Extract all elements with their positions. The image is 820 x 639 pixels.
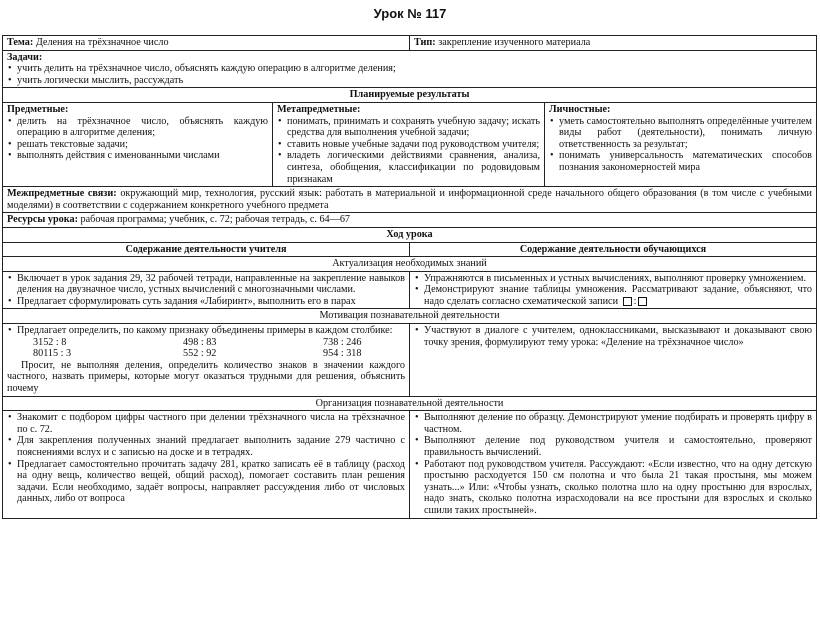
teacher-column-header: Содержание деятельности учителя	[3, 242, 410, 257]
lesson-title: Урок № 117	[373, 6, 447, 21]
examples-grid	[7, 337, 405, 360]
list-item: • выполнять действия с именованными числами	[7, 150, 268, 162]
list-item: • Работают под руководством учителя. Рассуждают: «Если известно, что на одну детскую простыню расходуется 150 см полотна и что была 21 такая простыня, мы можем узнать...» Или: «Чтобы узнать, сколько полотна шло на одну простыню для взрослых, надо знать, сколько полотна израсходовали на все простыни для взрослых и сколько сшили таких простыней».	[414, 459, 812, 517]
list-item: • Знакомит с подбором цифры частного при делении трёхзначного числа на трёхзначное по с. 72.	[7, 412, 405, 435]
stage2-teacher-cell	[3, 324, 410, 397]
type-label: Тип:	[414, 37, 436, 48]
stage1-header-row	[3, 257, 817, 272]
type-value: закрепление изученного материала	[438, 37, 591, 48]
stage2-header-row	[3, 309, 817, 324]
stage2-teacher-paragraph: Просит, не выполняя деления, определить количество знаков в значении каждого частного, назвать примеры, которые могут оказаться трудными для решения, объяснить почему	[7, 359, 405, 395]
stage3-row	[3, 411, 817, 518]
stage2-row	[3, 324, 817, 397]
personal-label: Личностные:	[549, 103, 611, 115]
list-item: • уметь самостоятельно выполнять определённые учителем виды работ (деятельности), понимать личную ответственность за результат;	[549, 116, 812, 151]
stage1-teacher-cell	[3, 271, 410, 309]
list-item: • владеть логическими действиями сравнения, анализа, синтеза, обобщения, классификации по родовидовым признакам	[277, 150, 540, 185]
list-item: • Предлагает определить, по какому признаку объединены примеры в каждом столбике:	[7, 325, 405, 337]
columns-header-row	[3, 242, 817, 257]
resources-text: рабочая программа; учебник, с. 72; рабочая тетрадь, с. 64—67	[80, 214, 351, 226]
list-item: • Включает в урок задания 29, 32 рабочей тетради, направленные на закрепление навыков деления на двузначное число, устных вычислений с многозначными числами.	[7, 273, 405, 296]
planned-results-title: Планируемые результаты	[3, 88, 817, 103]
topic-cell	[3, 36, 410, 51]
stage3-header-row	[3, 396, 817, 411]
list-item: • Предлагает сформулировать суть задания «Лабиринт», выполнить его в парах	[7, 296, 405, 308]
list-item: • Для закрепления полученных знаний предлагает выполнить задание 279 частично с пояснениями вслух и с записью на доске и в тетрадях.	[7, 435, 405, 458]
tasks-list	[7, 63, 812, 86]
example-expression: 3152 : 8	[33, 336, 67, 348]
interdisciplinary-row	[3, 187, 817, 213]
list-item: • решать текстовые задачи;	[7, 139, 268, 151]
meta-label: Метапредметные:	[277, 103, 361, 115]
interdisciplinary-cell	[3, 187, 817, 213]
stage1-students-cell	[410, 271, 817, 309]
list-item: • делить на трёхзначное число, объяснять каждую операцию в алгоритме деления;	[7, 116, 268, 139]
meta-results-cell	[273, 102, 545, 186]
list-item: • Выполняют деление под руководством учителя и самостоятельно, проверяют правильность вычислений.	[414, 435, 812, 458]
stage3-teacher-list	[7, 412, 405, 505]
type-cell	[410, 36, 817, 51]
course-header-row	[3, 227, 817, 242]
tasks-row	[3, 50, 817, 88]
interdisciplinary-text: окружающий мир, технология, русский язык: работать в материальной и информационной среде начального общего образования (в том числе с учебными моделями) в соответствии с содержанием конкретного учебного предмета	[7, 188, 812, 211]
stage2-title: Мотивация познавательной деятельности	[3, 309, 817, 324]
subject-results-cell	[3, 102, 273, 186]
schema-separator: :	[633, 295, 637, 307]
stage2-teacher-list	[7, 325, 405, 337]
stage2-students-cell	[410, 324, 817, 397]
resources-cell	[3, 213, 817, 228]
stage3-students-cell	[410, 411, 817, 518]
stage1-students-list	[414, 273, 812, 308]
list-item-text: Демонстрируют знание таблицы умножения. Рассматривают задание, объясняют, что надо сделать согласно схематической записи	[424, 284, 812, 307]
list-item: • Предлагает самостоятельно прочитать задачу 281, кратко записать её в таблицу (расход на одну вещь, количество вещей, общий расход), помогает составить план решения задачи. Если необходимо, задаёт вопросы, направляет рассуждения либо от числовых данных, либо от вопроса	[7, 459, 405, 505]
stage3-students-list	[414, 412, 812, 516]
resources-row	[3, 213, 817, 228]
example-expression: 738 : 246	[323, 336, 362, 348]
subject-label: Предметные:	[7, 103, 69, 115]
interdisciplinary-label: Межпредметные связи:	[7, 188, 117, 200]
stage3-title: Организация познавательной деятельности	[3, 396, 817, 411]
tasks-label: Задачи:	[7, 51, 43, 63]
list-item: • учить делить на трёхзначное число, объяснять каждую операцию в алгоритме деления;	[7, 63, 812, 75]
topic-value: Деления на трёхзначное число	[35, 37, 169, 48]
resources-label: Ресурсы урока:	[7, 214, 78, 226]
example-expression: 498 : 83	[183, 336, 217, 348]
list-item	[414, 284, 812, 307]
list-item: • понимать универсальность математических способов познания закономерностей мира	[549, 150, 812, 173]
stage1-teacher-list	[7, 273, 405, 308]
list-item: • ставить новые учебные задачи под руководством учителя;	[277, 139, 540, 151]
stage1-row	[3, 271, 817, 309]
list-item: • Участвуют в диалоге с учителем, одноклассниками, высказывают и доказывают свою точку зрения, формулируют тему урока: «Деление на трёхзначное число»	[414, 325, 812, 348]
personal-list	[549, 116, 812, 174]
list-item: • Упражняются в письменных и устных вычислениях, выполняют проверку умножением.	[414, 273, 812, 285]
tasks-cell	[3, 50, 817, 88]
stage2-students-list	[414, 325, 812, 348]
blank-square-icon	[623, 297, 632, 306]
course-title: Ход урока	[3, 227, 817, 242]
stage3-teacher-cell	[3, 411, 410, 518]
planned-results-header-row	[3, 88, 817, 103]
example-expression: 80115 : 3	[33, 348, 72, 360]
topic-row	[3, 36, 817, 51]
topic-label: Тема:	[7, 37, 34, 48]
subject-list	[7, 116, 268, 162]
list-item: • понимать, принимать и сохранять учебную задачу; искать средства для выполнения учебной задачи;	[277, 116, 540, 139]
students-column-header: Содержание деятельности обучающихся	[410, 242, 817, 257]
blank-square-icon	[638, 297, 647, 306]
personal-results-cell	[545, 102, 817, 186]
meta-list	[277, 116, 540, 186]
list-item: • Выполняют деление по образцу. Демонстрируют умение подбирать и проверять цифру в частном.	[414, 412, 812, 435]
stage1-title: Актуализация необходимых знаний	[3, 257, 817, 272]
example-expression: 552 : 92	[183, 348, 217, 360]
list-item: • учить логически мыслить, рассуждать	[7, 75, 812, 87]
example-expression: 954 : 318	[323, 348, 362, 360]
planned-results-row	[3, 102, 817, 186]
lesson-plan-table	[2, 35, 817, 519]
